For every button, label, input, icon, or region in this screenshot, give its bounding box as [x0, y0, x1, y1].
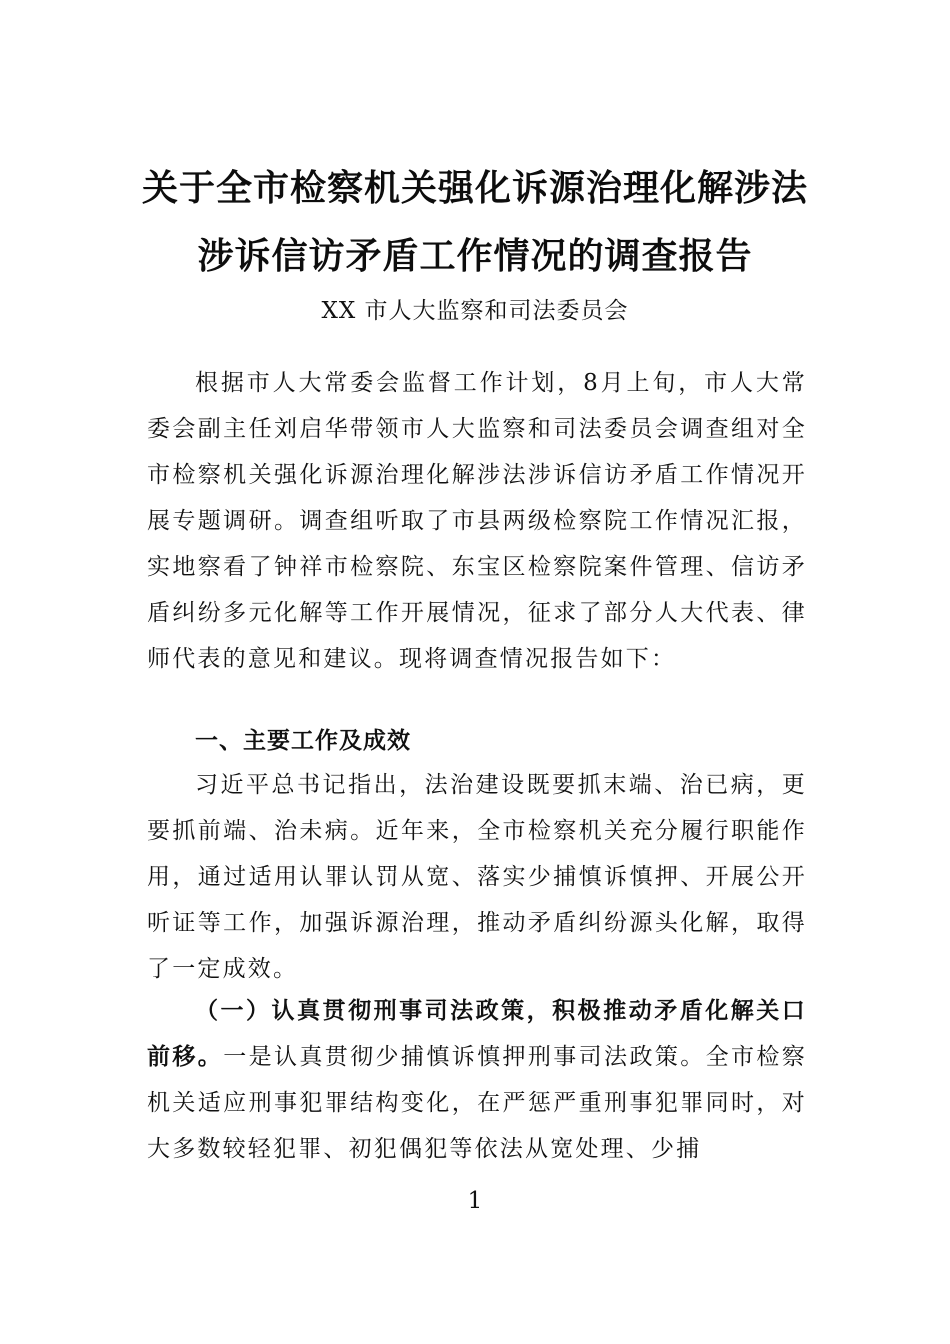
section-1-paragraph-text: 习近平总书记指出，法治建设既要抓末端、治已病，更要抓前端、治未病。近年来，全市检察机关充分履行职能作用，通过适用认罪认罚从宽、落实少捕慎诉慎押、开展公开听证等工作，加强诉源治理，推动矛盾纠纷源头化解，取得了一定成效。 [147, 772, 807, 982]
section-1-paragraph [147, 762, 807, 992]
subsection-1-paragraph [147, 988, 807, 1172]
subsection-1-heading: （一）认真贯彻刑事司法政策，积极推动矛盾化解关口前移。 [147, 997, 807, 1070]
subsection-1-content [147, 988, 807, 1172]
page-number: 1 [467, 1188, 483, 1214]
section-1-heading: 一、主要工作及成效 [195, 728, 411, 754]
intro-paragraph [147, 360, 807, 682]
document-title-line-2: 涉诉信访矛盾工作情况的调查报告 [197, 236, 753, 277]
document-title-line-1: 关于全市检察机关强化诉源治理化解涉法 [141, 168, 808, 209]
intro-paragraph-text: 根据市人大常委会监督工作计划，8月上旬，市人大常委会副主任刘启华带领市人大监察和司法委员会调查组对全市检察机关强化诉源治理化解涉法涉诉信访矛盾工作情况开展专题调研。调查组听取了市县两级检察院工作情况汇报，实地察看了钟祥市检察院、东宝区检察院案件管理、信访矛盾纠纷多元化解等工作开展情况，征求了部分人大代表、律师代表的意见和建议。现将调查情况报告如下： [147, 370, 807, 672]
document-author: XX 市人大监察和司法委员会 [321, 298, 629, 324]
subsection-1-text: 一是认真贯彻少捕慎诉慎押刑事司法政策。全市检察机关适应刑事犯罪结构变化，在严惩严重刑事犯罪同时，对大多数较轻犯罪、初犯偶犯等依法从宽处理、少捕 [147, 1044, 807, 1162]
